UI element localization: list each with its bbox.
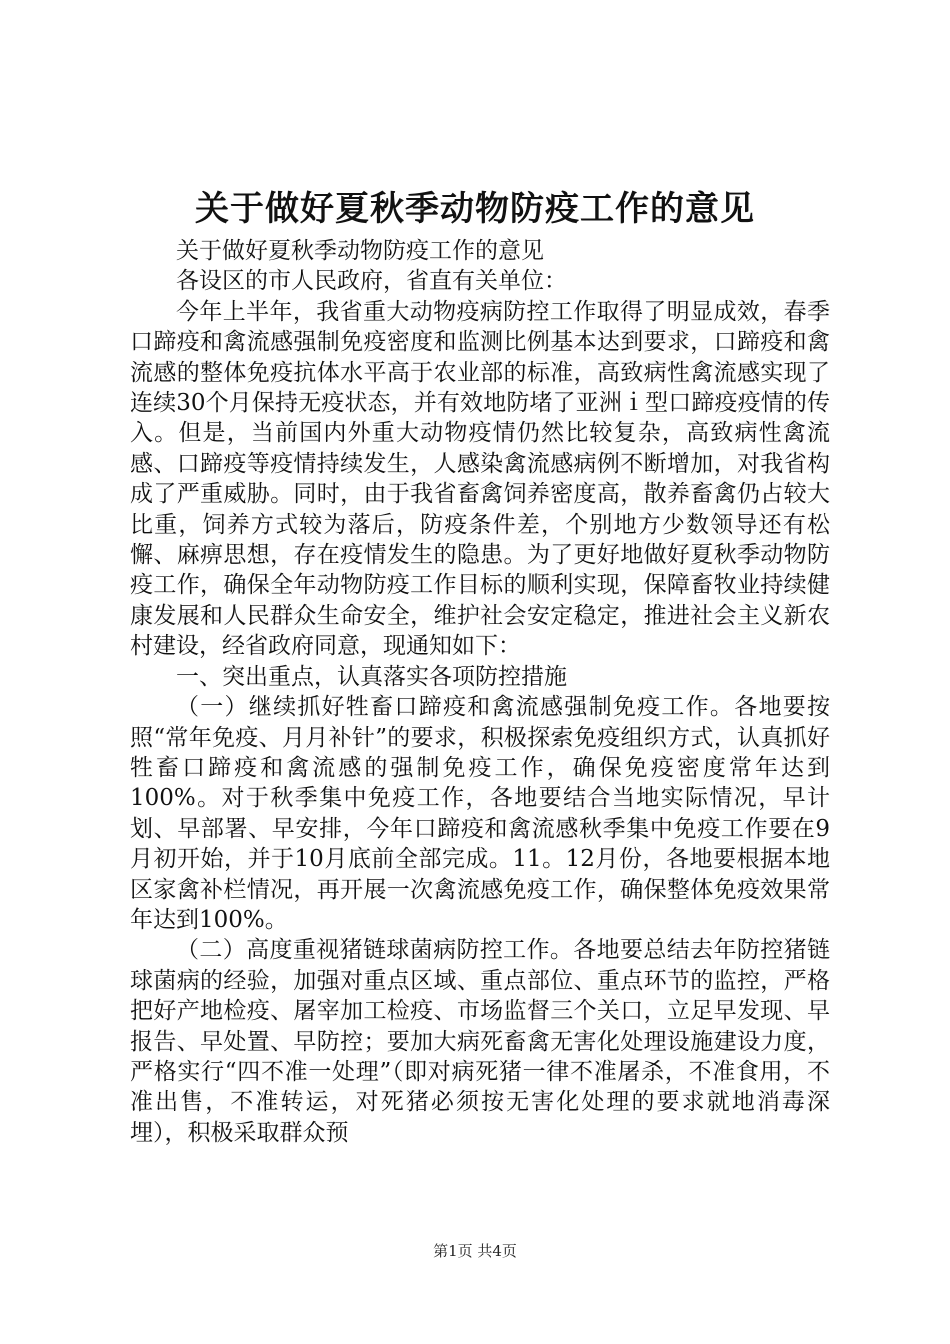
subtitle-paragraph: 关于做好夏秋季动物防疫工作的意见 bbox=[176, 238, 544, 264]
intro-paragraph: 今年上半年，我省重大动物疫病防控工作取得了明显成效，春季口蹄疫和禽流感强制免疫密度和监测比例基本达到要求，口蹄疫和禽流感的整体免疫抗体水平高于农业部的标准，高致病性禽流感实现了连续30个月保持无疫状态，并有效地防堵了亚洲ｉ型口蹄疫疫情的传入。但是，当前国内外重大动物疫情仍然比较复杂，高致病性禽流感、口蹄疫等疫情持续发生，人感染禽流感病例不断增加，对我省构成了严重威胁。同时，由于我省畜禽饲养密度高，散养畜禽仍占较大比重，饲养方式较为落后，防疫条件差，个别地方少数领导还有松懈、麻痹思想，存在疫情发生的隐患。为了更好地做好夏秋季动物防疫工作，确保全年动物防疫工作目标的顺利实现，保障畜牧业持续健康发展和人民群众生命安全，维护社会安定稳定，推进社会主义新农村建设，经省政府同意，现通知如下： bbox=[130, 298, 830, 660]
item-two-paragraph: （二）高度重视猪链球菌病防控工作。各地要总结去年防控猪链球菌病的经验，加强对重点区域、重点部位、重点环节的监控，严格把好产地检疫、屠宰加工检疫、市场监督三个关口，立足早发现、早报告、早处置、早防控；要加大病死畜禽无害化处理设施建设力度，严格实行“四不准一处理”（即对病死猪一律不准屠杀，不准食用，不准出售，不准转运，对死猪必须按无害化处理的要求就地消毒深埋），积极采取群众预 bbox=[130, 937, 830, 1146]
addressee-paragraph: 各设区的市人民政府，省直有关单位： bbox=[176, 268, 567, 295]
document-body bbox=[130, 236, 830, 1148]
section-heading: 一、突出重点，认真落实各项防控措施 bbox=[176, 663, 567, 690]
document-title: 关于做好夏秋季动物防疫工作的意见 bbox=[195, 189, 755, 229]
page-footer: 第1页 共4页 bbox=[433, 1242, 517, 1260]
item-one-paragraph: （一）继续抓好牲畜口蹄疫和禽流感强制免疫工作。各地要按照“常年免疫、月月补针”的要求，积极探索免疫组织方式，认真抓好牲畜口蹄疫和禽流感的强制免疫工作，确保免疫密度常年达到100%。对于秋季集中免疫工作，各地要结合当地实际情况，早计划、早部署、早安排，今年口蹄疫和禽流感秋季集中免疫工作要在9月初开始，并于10月底前全部完成。11。12月份，各地要根据本地区家禽补栏情况，再开展一次禽流感免疫工作，确保整体免疫效果常年达到100%。 bbox=[130, 694, 830, 933]
